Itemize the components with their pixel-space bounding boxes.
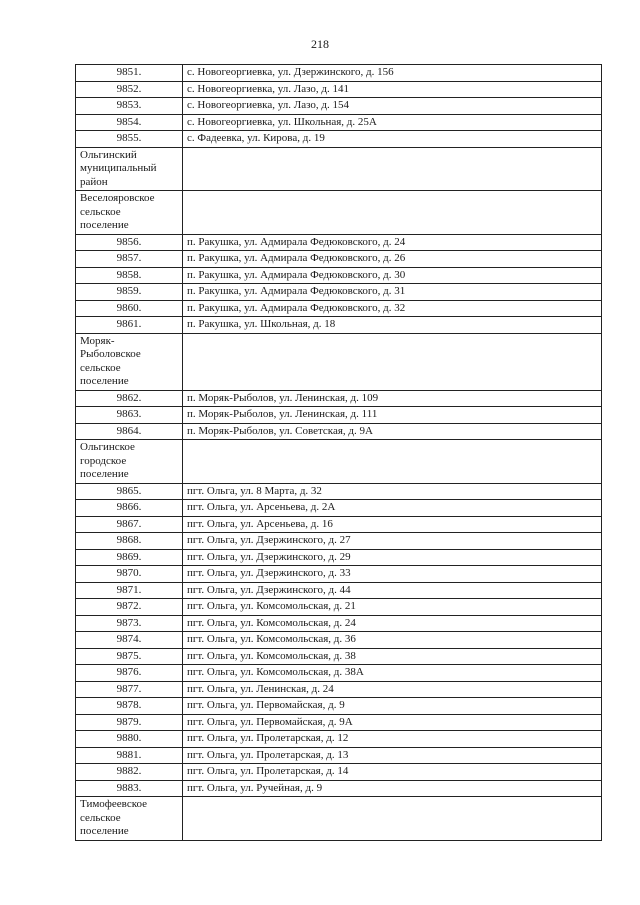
section-name-line: сельское: [80, 205, 121, 218]
row-number: 9864.: [76, 423, 183, 440]
table-row: [76, 81, 602, 98]
section-row: [76, 797, 602, 841]
row-address: пгт. Ольга, ул. Ручейная, д. 9: [183, 780, 602, 797]
row-number: 9858.: [76, 267, 183, 284]
table-row: [76, 407, 602, 424]
table-row: [76, 114, 602, 131]
row-number: 9878.: [76, 698, 183, 715]
row-address: пгт. Ольга, ул. Арсеньева, д. 16: [183, 516, 602, 533]
row-address: пгт. Ольга, ул. 8 Марта, д. 32: [183, 483, 602, 500]
table-row: [76, 423, 602, 440]
row-number: 9871.: [76, 582, 183, 599]
section-name-line: сельское: [80, 361, 121, 374]
row-number: 9856.: [76, 234, 183, 251]
section-empty-cell: [183, 797, 602, 841]
row-number: 9877.: [76, 681, 183, 698]
table-row: [76, 300, 602, 317]
table-row: [76, 516, 602, 533]
row-number: 9875.: [76, 648, 183, 665]
section-name-line: поселение: [80, 375, 129, 387]
row-number: 9883.: [76, 780, 183, 797]
table-row: [76, 632, 602, 649]
row-number: 9870.: [76, 566, 183, 583]
row-number: 9862.: [76, 390, 183, 407]
row-address: пгт. Ольга, ул. Комсомольская, д. 38А: [183, 665, 602, 682]
row-number: 9851.: [76, 65, 183, 82]
table-row: [76, 533, 602, 550]
row-address: п. Ракушка, ул. Адмирала Федюковского, д. 31: [183, 284, 602, 301]
table-row: [76, 234, 602, 251]
table-row: [76, 131, 602, 148]
section-name-line: сельское: [80, 811, 121, 824]
table-row: [76, 500, 602, 517]
row-number: 9868.: [76, 533, 183, 550]
section-name-line: Моряк-: [80, 334, 115, 347]
row-address: с. Новогеоргиевка, ул. Школьная, д. 25А: [183, 114, 602, 131]
row-address: с. Новогеоргиевка, ул. Лазо, д. 154: [183, 98, 602, 115]
table-row: [76, 764, 602, 781]
row-address: пгт. Ольга, ул. Пролетарская, д. 13: [183, 747, 602, 764]
row-number: 9855.: [76, 131, 183, 148]
row-address: пгт. Ольга, ул. Дзержинского, д. 27: [183, 533, 602, 550]
row-number: 9867.: [76, 516, 183, 533]
section-row: [76, 191, 602, 235]
table-row: [76, 615, 602, 632]
row-number: 9882.: [76, 764, 183, 781]
section-name-cell: [76, 147, 183, 191]
row-address: с. Новогеоргиевка, ул. Лазо, д. 141: [183, 81, 602, 98]
row-address: п. Ракушка, ул. Адмирала Федюковского, д. 24: [183, 234, 602, 251]
row-address: пгт. Ольга, ул. Комсомольская, д. 38: [183, 648, 602, 665]
table-row: [76, 599, 602, 616]
table-row: [76, 284, 602, 301]
table-row: [76, 582, 602, 599]
section-name-line: Тимофеевское: [80, 798, 147, 810]
section-name-line: район: [80, 175, 108, 188]
row-address: пгт. Ольга, ул. Первомайская, д. 9: [183, 698, 602, 715]
table-row: [76, 681, 602, 698]
section-name-line: поселение: [80, 825, 129, 837]
row-number: 9866.: [76, 500, 183, 517]
table-row: [76, 267, 602, 284]
section-empty-cell: [183, 440, 602, 484]
table-row: [76, 648, 602, 665]
row-number: 9876.: [76, 665, 183, 682]
section-name-line: поселение: [80, 468, 129, 480]
row-number: 9857.: [76, 251, 183, 268]
table-row: [76, 65, 602, 82]
table-row: [76, 747, 602, 764]
section-name-line: муниципальный: [80, 162, 157, 174]
table-row: [76, 98, 602, 115]
table-row: [76, 731, 602, 748]
row-address: п. Ракушка, ул. Школьная, д. 18: [183, 317, 602, 334]
table-row: [76, 665, 602, 682]
row-number: 9865.: [76, 483, 183, 500]
row-number: 9853.: [76, 98, 183, 115]
row-address: п. Ракушка, ул. Адмирала Федюковского, д. 32: [183, 300, 602, 317]
table-row: [76, 714, 602, 731]
row-address: пгт. Ольга, ул. Комсомольская, д. 24: [183, 615, 602, 632]
section-name-cell: [76, 191, 183, 235]
section-name-cell: [76, 797, 183, 841]
address-registry-table: [75, 64, 602, 841]
row-address: пгт. Ольга, ул. Комсомольская, д. 21: [183, 599, 602, 616]
row-address: п. Моряк-Рыболов, ул. Ленинская, д. 109: [183, 390, 602, 407]
table-row: [76, 317, 602, 334]
row-address: п. Ракушка, ул. Адмирала Федюковского, д. 30: [183, 267, 602, 284]
row-address: с. Новогеоргиевка, ул. Дзержинского, д. 156: [183, 65, 602, 82]
section-name-line: Веселояровское: [80, 192, 155, 204]
section-row: [76, 147, 602, 191]
row-address: пгт. Ольга, ул. Пролетарская, д. 12: [183, 731, 602, 748]
row-address: пгт. Ольга, ул. Ленинская, д. 24: [183, 681, 602, 698]
table-row: [76, 566, 602, 583]
section-empty-cell: [183, 147, 602, 191]
row-address: пгт. Ольга, ул. Дзержинского, д. 29: [183, 549, 602, 566]
row-address: п. Ракушка, ул. Адмирала Федюковского, д. 26: [183, 251, 602, 268]
section-empty-cell: [183, 333, 602, 390]
row-number: 9852.: [76, 81, 183, 98]
row-number: 9859.: [76, 284, 183, 301]
row-number: 9869.: [76, 549, 183, 566]
row-number: 9880.: [76, 731, 183, 748]
page-number: 218: [311, 37, 329, 51]
section-name-line: Рыболовское: [80, 348, 141, 360]
table-row: [76, 698, 602, 715]
table-row: [76, 251, 602, 268]
row-address: с. Фадеевка, ул. Кирова, д. 19: [183, 131, 602, 148]
row-number: 9861.: [76, 317, 183, 334]
row-address: п. Моряк-Рыболов, ул. Ленинская, д. 111: [183, 407, 602, 424]
row-address: пгт. Ольга, ул. Дзержинского, д. 44: [183, 582, 602, 599]
row-address: пгт. Ольга, ул. Комсомольская, д. 36: [183, 632, 602, 649]
row-number: 9873.: [76, 615, 183, 632]
row-number: 9879.: [76, 714, 183, 731]
row-number: 9860.: [76, 300, 183, 317]
row-address: пгт. Ольга, ул. Дзержинского, д. 33: [183, 566, 602, 583]
row-address: пгт. Ольга, ул. Первомайская, д. 9А: [183, 714, 602, 731]
section-row: [76, 440, 602, 484]
section-name-line: Ольгинский: [80, 148, 137, 161]
section-row: [76, 333, 602, 390]
section-name-cell: [76, 333, 183, 390]
row-address: пгт. Ольга, ул. Арсеньева, д. 2А: [183, 500, 602, 517]
row-number: 9872.: [76, 599, 183, 616]
table-row: [76, 780, 602, 797]
table-row: [76, 483, 602, 500]
section-name-cell: [76, 440, 183, 484]
section-name-line: поселение: [80, 219, 129, 231]
row-number: 9874.: [76, 632, 183, 649]
section-name-line: Ольгинское: [80, 441, 135, 453]
registry-body: [76, 65, 602, 841]
row-address: пгт. Ольга, ул. Пролетарская, д. 14: [183, 764, 602, 781]
table-row: [76, 549, 602, 566]
section-empty-cell: [183, 191, 602, 235]
row-number: 9863.: [76, 407, 183, 424]
row-address: п. Моряк-Рыболов, ул. Советская, д. 9А: [183, 423, 602, 440]
row-number: 9854.: [76, 114, 183, 131]
row-number: 9881.: [76, 747, 183, 764]
table-row: [76, 390, 602, 407]
section-name-line: городское: [80, 454, 127, 467]
